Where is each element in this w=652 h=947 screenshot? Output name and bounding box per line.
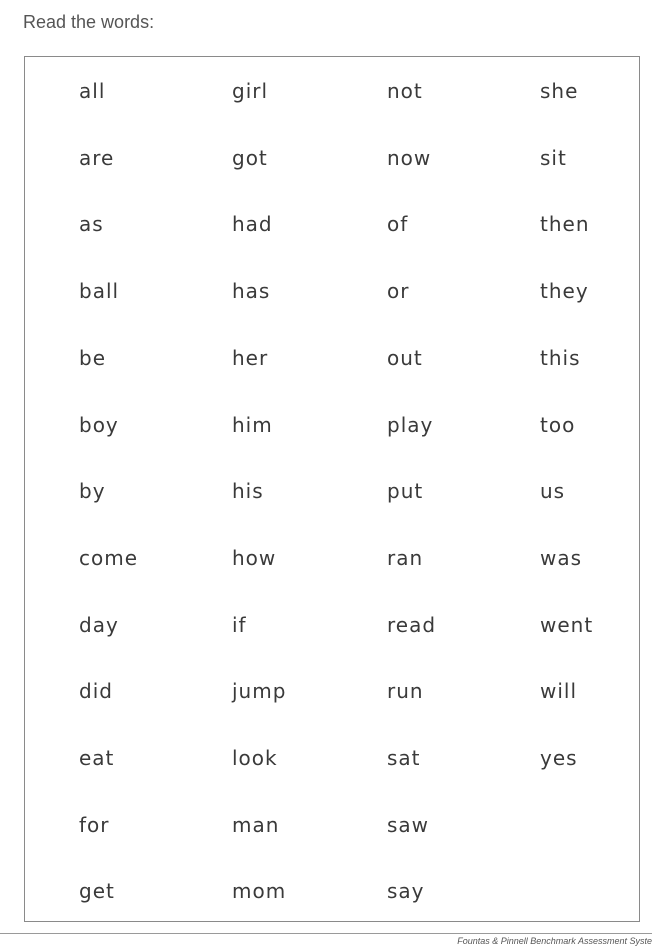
word-item: get — [79, 879, 115, 904]
word-item: sat — [387, 746, 421, 770]
word-item: has — [232, 279, 271, 304]
word-item: run — [387, 679, 424, 704]
word-item: come — [79, 545, 139, 570]
word-item: put — [387, 479, 424, 504]
word-item: read — [387, 612, 437, 637]
word-item: all — [79, 79, 106, 103]
word-item: ball — [79, 279, 120, 304]
word-item: how — [232, 545, 277, 570]
word-item: his — [232, 479, 264, 504]
word-item: of — [387, 212, 409, 237]
word-item: eat — [79, 746, 115, 770]
word-item: as — [79, 212, 104, 237]
word-item: yes — [540, 746, 578, 770]
footer-divider — [0, 933, 652, 934]
word-item: this — [540, 345, 581, 370]
word-item: her — [232, 345, 269, 370]
word-item: jump — [232, 679, 287, 704]
word-item: got — [232, 145, 268, 170]
word-item: too — [540, 412, 576, 437]
word-item: day — [79, 612, 119, 637]
word-item: by — [79, 479, 106, 504]
word-item: she — [540, 79, 579, 103]
word-item: did — [79, 679, 113, 704]
word-item: look — [232, 746, 278, 770]
word-item: girl — [232, 79, 269, 103]
word-item: man — [232, 812, 280, 837]
word-item: ran — [387, 545, 424, 570]
word-grid — [25, 57, 639, 921]
word-item: are — [79, 145, 115, 170]
word-item: was — [540, 545, 583, 570]
word-item: saw — [387, 812, 430, 837]
word-item: be — [79, 345, 106, 370]
word-item: say — [387, 879, 425, 904]
word-item: out — [387, 345, 423, 370]
word-item: mom — [232, 879, 287, 904]
word-item: not — [387, 79, 423, 103]
word-item: us — [540, 479, 566, 504]
word-item: boy — [79, 412, 119, 437]
word-list-box — [24, 56, 640, 922]
word-item: will — [540, 679, 578, 704]
word-item: then — [540, 212, 590, 237]
word-item: or — [387, 279, 410, 304]
word-item: now — [387, 145, 432, 170]
footer-credit: Fountas & Pinnell Benchmark Assessment Syste — [457, 936, 652, 946]
word-item: him — [232, 412, 273, 437]
word-item: had — [232, 212, 273, 237]
word-item: they — [540, 279, 589, 304]
instruction-text: Read the words: — [23, 12, 155, 32]
word-item: if — [232, 612, 247, 637]
word-item: for — [79, 812, 110, 837]
word-item: went — [540, 612, 594, 637]
word-item: sit — [540, 145, 567, 170]
word-item: play — [387, 412, 434, 437]
